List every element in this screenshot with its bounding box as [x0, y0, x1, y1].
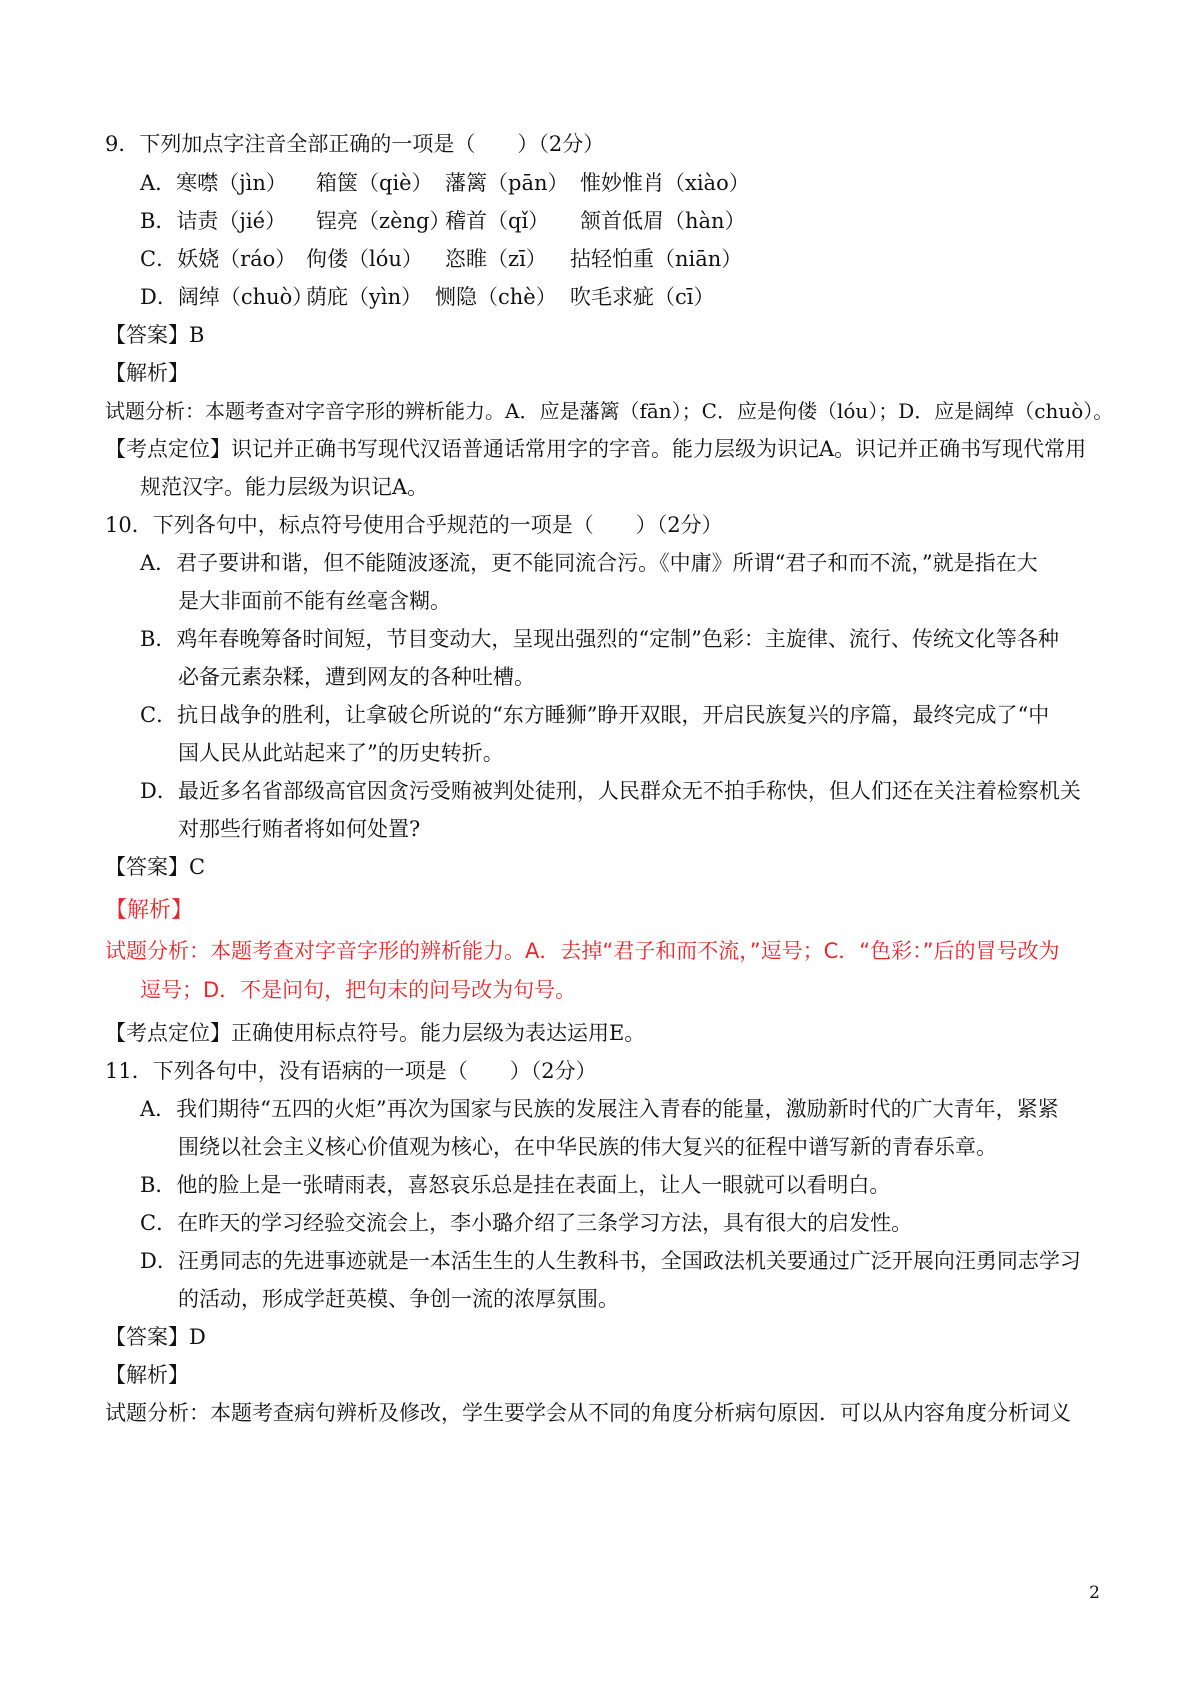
- q11-option-b: B．他的脸上是一张晴雨表，喜怒哀乐总是挂在表面上，让人一眼就可以看明白。: [140, 1173, 891, 1197]
- q9-answer: 【答案】B: [105, 323, 205, 347]
- q11-analysis: 试题分析：本题考查病句辨析及修改，学生要学会从不同的角度分析病句原因．可以从内容角度分析词义: [105, 1401, 1071, 1425]
- q10-option-d-line1: D．最近多名省部级高官因贪污受贿被判处徒刑，人民群众无不拍手称快，但人们还在关注着检察机关: [140, 779, 1081, 803]
- q11-option-c: C．在昨天的学习经验交流会上，李小璐介绍了三条学习方法，具有很大的启发性。: [140, 1211, 913, 1235]
- q9-stem: 9．下列加点字注音全部正确的一项是（ ）（2分）: [105, 132, 605, 156]
- q11-stem: 11．下列各句中，没有语病的一项是（ ）（2分）: [105, 1059, 597, 1083]
- q10-option-a-line2: 是大非面前不能有丝毫含糊。: [178, 589, 451, 613]
- q9-analysis-label: 【解析】: [105, 361, 189, 385]
- q11-option-a-line2: 围绕以社会主义核心价值观为核心，在中华民族的伟大复兴的征程中谱写新的青春乐章。: [178, 1135, 997, 1159]
- q11-option-d-line1: D．汪勇同志的先进事迹就是一本活生生的人生教科书，全国政法机关要通过广泛开展向汪勇同志学习: [140, 1249, 1081, 1273]
- q10-option-d-line2: 对那些行贿者将如何处置?: [178, 817, 421, 841]
- q10-point: 【考点定位】正确使用标点符号。能力层级为表达运用E。: [105, 1021, 646, 1045]
- q10-option-a-line1: A．君子要讲和谐，但不能随波逐流，更不能同流合污。《中庸》所谓“君子和而不流，”就是指在大: [140, 551, 1038, 575]
- q11-option-d-line2: 的活动，形成学赶英模、争创一流的浓厚氛围。: [178, 1287, 619, 1311]
- page-number: 2: [1089, 1583, 1100, 1603]
- q9-point-1: 【考点定位】识记并正确书写现代汉语普通话常用字的字音。能力层级为识记A。识记并正确书写现代常用: [105, 437, 1087, 461]
- q10-option-b-line1: B．鸡年春晚筹备时间短，节目变动大，呈现出强烈的“定制”色彩：主旋律、流行、传统文化等各种: [140, 627, 1059, 651]
- q11-analysis-label: 【解析】: [105, 1363, 189, 1387]
- q10-option-c-line1: C．抗日战争的胜利，让拿破仑所说的“东方睡狮”睁开双眼，开启民族复兴的序篇，最终完成了“中: [140, 703, 1050, 727]
- q10-stem: 10．下列各句中，标点符号使用合乎规范的一项是（ ）（2分）: [105, 513, 723, 537]
- q10-option-c-line2: 国人民从此站起来了”的历史转折。: [178, 741, 504, 765]
- q10-option-b-line2: 必备元素杂糅，遭到网友的各种吐槽。: [178, 665, 535, 689]
- q10-analysis-label: 【解析】: [105, 898, 194, 923]
- q9-analysis: 试题分析：本题考查对字音字形的辨析能力。A．应是藩篱（fān）；C．应是佝偻（lóu）；D．应是阔绰（chuò）。: [105, 399, 1114, 423]
- q10-analysis-line2: 逗号；D．不是问句，把句末的问号改为句号。: [140, 978, 577, 1002]
- q10-answer: 【答案】C: [105, 855, 206, 879]
- q11-answer: 【答案】D: [105, 1325, 206, 1349]
- q11-option-a-line1: A．我们期待“五四的火炬”再次为国家与民族的发展注入青春的能量，激励新时代的广大青年，紧紧: [140, 1097, 1059, 1121]
- q10-analysis-line1: 试题分析：本题考查对字音字形的辨析能力。A．去掉“君子和而不流，”逗号；C．“色彩：”后的冒号改为: [105, 939, 1060, 963]
- q9-point-2: 规范汉字。能力层级为识记A。: [140, 475, 429, 499]
